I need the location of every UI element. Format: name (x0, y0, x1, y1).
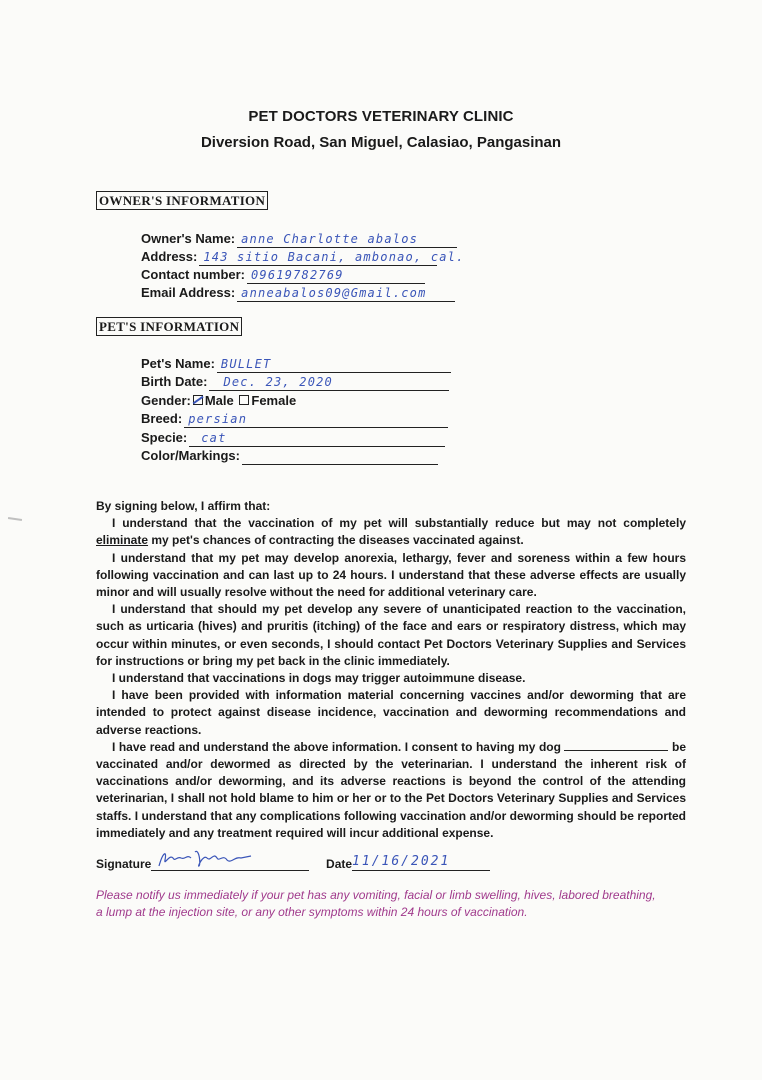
pet-name-field[interactable] (141, 355, 451, 373)
consent-p6-text-b: be vaccinated and/or dewormed as directed by the veterinarian. I understand the inherent risk of vaccinations and/or deworming, and its adverse reactions is beyond the control of the attending veterinarian, I shall not hold blame to him or her or to the Pet Doctors Veterinary Supplies and Services staffs. I understand that any complications following vaccination and/or deworming should be reported immediately and any treatment required will incur additional expense. (96, 739, 686, 840)
clinic-name: PET DOCTORS VETERINARY CLINIC (248, 108, 514, 125)
signature-row (96, 852, 490, 871)
consent-text (96, 498, 686, 842)
email-address-field[interactable] (141, 284, 455, 302)
date-label: Date (326, 857, 353, 871)
owner-name-field[interactable] (141, 230, 457, 248)
male-option-label: Male (204, 393, 234, 408)
handwritten-signature (155, 846, 265, 870)
email-address-value: anneabalos09@Gmail.com (241, 286, 427, 300)
owner-section-title: OWNER'S INFORMATION (96, 191, 268, 210)
owner-name-label: Owner's Name: (141, 231, 236, 246)
contact-number-field[interactable] (141, 266, 425, 284)
birth-date-label: Birth Date: (141, 374, 208, 389)
consent-paragraph-4: I understand that vaccinations in dogs may trigger autoimmune disease. (112, 671, 526, 686)
consent-p6-text-a: I have read and understand the above information. I consent to having my dog (112, 739, 565, 754)
gender-label: Gender: (141, 393, 191, 408)
color-markings-field[interactable] (141, 447, 438, 465)
male-checkbox[interactable] (193, 395, 203, 405)
specie-label: Specie: (141, 430, 188, 445)
owner-name-value: anne Charlotte abalos (241, 232, 419, 246)
pet-section-title: PET'S INFORMATION (96, 317, 242, 336)
breed-field[interactable] (141, 410, 448, 428)
email-address-label: Email Address: (141, 285, 236, 300)
contact-number-label: Contact number: (141, 267, 245, 282)
date-field[interactable] (352, 852, 490, 871)
signature-label: Signature (96, 857, 152, 871)
address-label: Address: (141, 249, 198, 264)
gender-field (141, 392, 296, 410)
color-markings-label: Color/Markings: (141, 448, 240, 463)
notice-text: Please notify us immediately if your pet has any vomiting, facial or limb swelling, hives, labored breathing, a lump at the injection site, or any other symptoms within 24 hours of vaccination. (96, 888, 656, 919)
consent-paragraph-3: I understand that should my pet develop any severe of unanticipated reaction to the vaccination, such as urticaria (hives) and pruritis (itching) of the face and ears or respiratory distress, which may occur within minutes, or even seconds, I should contact Pet Doctors Veterinary Supplies and Services for instructions or bring my pet back in the clinic immediately. (96, 602, 686, 668)
consent-paragraph-6 (96, 739, 686, 842)
specie-value: cat (201, 431, 227, 445)
address-field[interactable] (141, 248, 465, 266)
specie-field[interactable] (141, 429, 445, 447)
consent-p1-text-a: I understand that the vaccination of my pet will substantially reduce but may not completely (112, 516, 686, 531)
breed-value: persian (188, 412, 248, 426)
address-value: 143 sitio Bacani, ambonao, cal. (203, 250, 465, 264)
clinic-address: Diversion Road, San Miguel, Calasiao, Pangasinan (200, 134, 562, 151)
pet-name-value: BULLET (220, 357, 272, 371)
female-option-label: Female (251, 393, 297, 408)
consent-paragraph-2: I understand that my pet may develop anorexia, lethargy, fever and soreness within a few hours following vaccination and can last up to 24 hours. I understand that these adverse effects are usually minor and will usually resolve without the need for additional veterinary care. (96, 550, 686, 600)
consent-p1-underlined: eliminate (96, 533, 149, 548)
dog-name-blank[interactable] (564, 740, 668, 751)
pet-name-label: Pet's Name: (141, 356, 215, 371)
breed-label: Breed: (141, 411, 183, 426)
consent-p1-text-b: my pet's chances of contracting the diseases vaccinated against. (148, 533, 524, 548)
consent-paragraph-5: I have been provided with information material concerning vaccines and/or deworming that are intended to protect against disease incidence, vaccination and deworming recommendations and adverse reactions. (96, 688, 686, 737)
consent-paragraph-1 (96, 515, 686, 549)
signature-field[interactable] (151, 852, 309, 871)
birth-date-field[interactable] (141, 373, 449, 391)
consent-intro: By signing below, I affirm that: (96, 499, 271, 513)
female-checkbox[interactable] (239, 395, 249, 405)
scan-artifact (8, 517, 22, 521)
birth-date-value: Dec. 23, 2020 (223, 375, 333, 389)
contact-number-value: 09619782769 (251, 268, 344, 282)
date-value: 11/16/2021 (352, 854, 451, 869)
